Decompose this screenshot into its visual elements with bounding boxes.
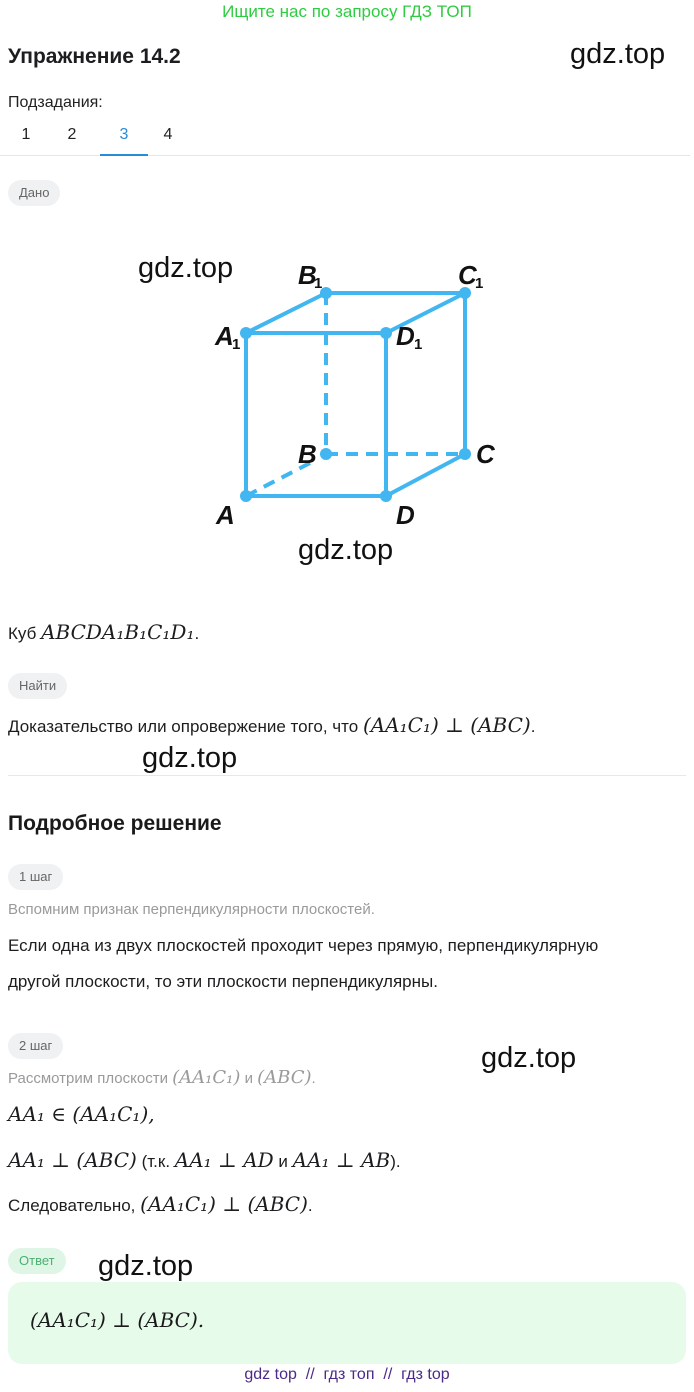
tab-4[interactable]: 4: [163, 126, 173, 143]
page-title: Упражнение 14.2: [8, 45, 181, 68]
watermark: gdz.top: [98, 1250, 194, 1282]
footer-links[interactable]: gdz top // гдз топ // гдз top: [244, 1366, 450, 1383]
step2-chip: 2 шаг: [8, 1033, 63, 1059]
cube-diagram: [200, 250, 520, 540]
edge-d-c: [386, 454, 465, 496]
label-b1-sub: 1: [314, 275, 323, 292]
label-b: B: [298, 439, 317, 469]
step2-line1: AA₁ ∈ (AA₁C₁),: [8, 1102, 155, 1126]
divider: [8, 775, 686, 776]
label-a1-sub: 1: [232, 336, 241, 353]
label-d: D: [396, 500, 415, 530]
label-d1: D: [396, 321, 415, 351]
vertex-a: [240, 490, 252, 502]
solution-title: Подробное решение: [8, 812, 222, 835]
watermark: gdz.top: [570, 38, 666, 70]
label-c1-sub: 1: [475, 275, 484, 292]
step2-line2: AA₁ ⊥ (ABC) (т.к. AA₁ ⊥ AD и AA₁ ⊥ AB).: [8, 1148, 401, 1172]
label-a: A: [216, 500, 235, 530]
answer-box: [8, 1282, 686, 1364]
given-text: Куб ABCDA₁B₁C₁D₁.: [8, 620, 200, 644]
watermark: gdz.top: [142, 742, 238, 774]
search-banner: Ищите нас по запросу ГДЗ ТОП: [222, 2, 472, 21]
watermark: gdz.top: [298, 534, 394, 566]
tab-2[interactable]: 2: [67, 126, 77, 143]
answer-chip: Ответ: [8, 1248, 66, 1274]
step2-line3: Следовательно, (AA₁C₁) ⊥ (ABC).: [8, 1192, 313, 1216]
vertex-d1: [380, 327, 392, 339]
subtasks-label: Подзадания:: [8, 94, 103, 111]
find-chip: Найти: [8, 673, 67, 699]
vertex-c: [459, 448, 471, 460]
tab-3[interactable]: 3: [100, 118, 148, 156]
given-chip: Дано: [8, 180, 60, 206]
subtask-tabs: [0, 118, 690, 156]
watermark: gdz.top: [138, 252, 234, 284]
label-c1: C: [458, 260, 477, 290]
label-d1-sub: 1: [414, 336, 423, 353]
step1-line1: Если одна из двух плоскостей проходит через прямую, перпендикулярную: [8, 936, 599, 955]
step2-hint: Рассмотрим плоскости (AA₁C₁) и (ABC).: [8, 1067, 316, 1088]
vertex-d: [380, 490, 392, 502]
edge-a1-b1: [246, 293, 326, 333]
watermark: gdz.top: [481, 1042, 577, 1074]
label-c: C: [476, 439, 495, 469]
find-text: Доказательство или опровержение того, что (AA₁C₁) ⊥ (ABC).: [8, 713, 536, 737]
label-b1: B: [298, 260, 317, 290]
label-a1: A: [215, 321, 234, 351]
vertex-b: [320, 448, 332, 460]
tab-1[interactable]: 1: [21, 126, 31, 143]
vertex-a1: [240, 327, 252, 339]
step1-line2: другой плоскости, то эти плоскости перпендикулярны.: [8, 972, 438, 991]
step1-chip: 1 шаг: [8, 864, 63, 890]
answer-text: (AA₁C₁) ⊥ (ABC).: [30, 1308, 205, 1332]
step1-hint: Вспомним признак перпендикулярности плоскостей.: [8, 901, 375, 918]
